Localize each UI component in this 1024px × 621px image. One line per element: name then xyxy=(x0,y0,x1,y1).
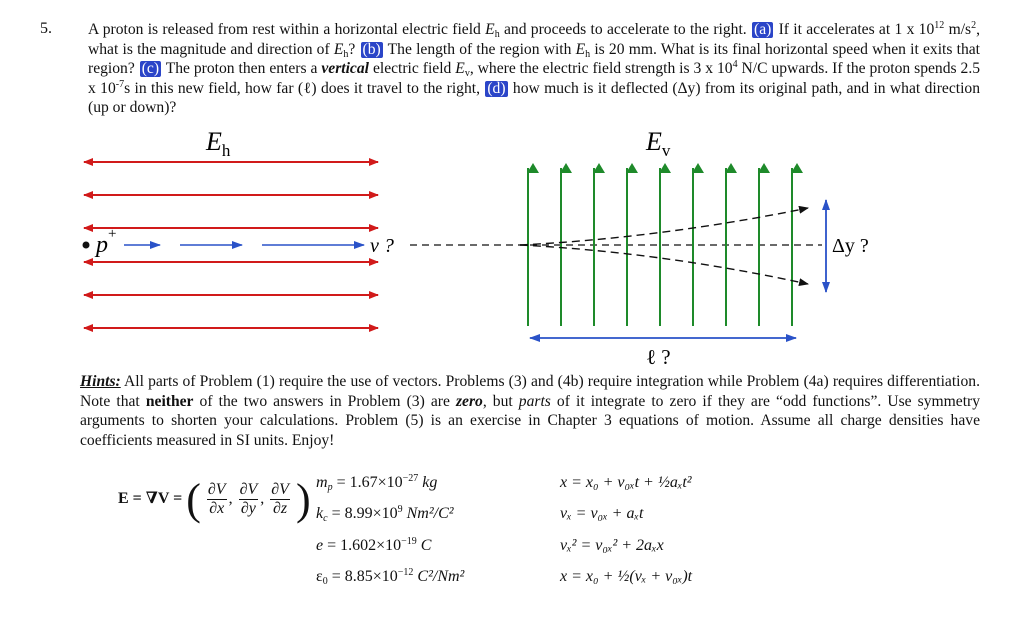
proton-label: p+ xyxy=(96,226,117,258)
velocity-label: v ? xyxy=(370,235,394,257)
part-b-tag: (b) xyxy=(362,40,381,58)
proton-dot xyxy=(83,242,90,249)
gradient-equation: E = ∇V = ( $\frac{\partial V}{\partial x}$ , $\frac{\partial V}{\partial y}$ , $\frac{\partial V}{\partial z}$ ) xyxy=(118,475,311,524)
constant-eps0: $\varepsilon_0 = 8.85\times 10^{-12}$ C²/Nm² xyxy=(316,567,465,587)
label-ev: $E_v$ xyxy=(646,128,671,160)
constant-e: $e = 1.602\times 10^{-19}$ C xyxy=(316,536,432,554)
length-label: ℓ ? xyxy=(646,345,671,369)
constant-kc: $k_c = 8.99\times 10^9$ Nm²/C² xyxy=(316,504,454,524)
kinematics-eq-1: x = x₀ + v₀ₓt + ½aₓt² xyxy=(560,474,692,491)
part-a-tag: (a) xyxy=(754,21,772,38)
kinematics-eq-3: vₓ² = v₀ₓ² + 2aₓx xyxy=(560,537,664,554)
kinematics-eq-2: vₓ = v₀ₓ + aₓt xyxy=(560,505,644,522)
deflection-label: Δy ? xyxy=(832,235,869,257)
deflection-path-down xyxy=(520,245,808,284)
vertical-field-lines xyxy=(528,168,792,326)
hints-paragraph: Hints: All parts of Problem (1) require the use of vectors. Problems (3) and (4b) require integration while Problem (4a) requires differentiation. Note that neither of the two answers in Problem (3) are zero, but parts of it integrate to zero if they are “odd functions”. Use symmetry arguments to shorten your calculations. Problem (5) is an exercise in Chapter 3 equations of motion. Assume all charge densities have coefficients measured in SI units. Enjoy! xyxy=(80,373,981,449)
label-eh: $E_h$ xyxy=(206,128,231,160)
field-diagram xyxy=(0,128,1024,376)
constant-mp: $m_p = 1.67\times 10^{-27}$ kg xyxy=(316,473,438,493)
problem-statement: A proton is released from rest within a horizontal electric field $E_h$ and proceeds to accelerate to the right. (a) If it accelerates at 1 x $10^{12}$ $m/s^2$, what is the magnitude and direction of $E_h$? (b) The length of the region with $E_h$ is 20 mm. What is its final horizontal speed when it exits that region? (c) The proton then enters a vertical electric field $E_v$, where the electric field strength is 3 x $10^4$ N/C upwards. If the proton spends 2.5 x $10^{-7}s$ in this new field, how far (ℓ) does it travel to the right, (d) how much is it deflected (Δy) from its original path, and in what direction (up or down)? xyxy=(88,20,981,117)
part-c-tag: (c) xyxy=(141,60,160,78)
problem-number: 5. xyxy=(40,20,52,37)
kinematics-eq-4: x = x₀ + ½(vₓ + v₀ₓ)t xyxy=(560,568,693,585)
part-d-tag: (d) xyxy=(487,79,506,97)
deflection-path-up xyxy=(520,208,808,245)
